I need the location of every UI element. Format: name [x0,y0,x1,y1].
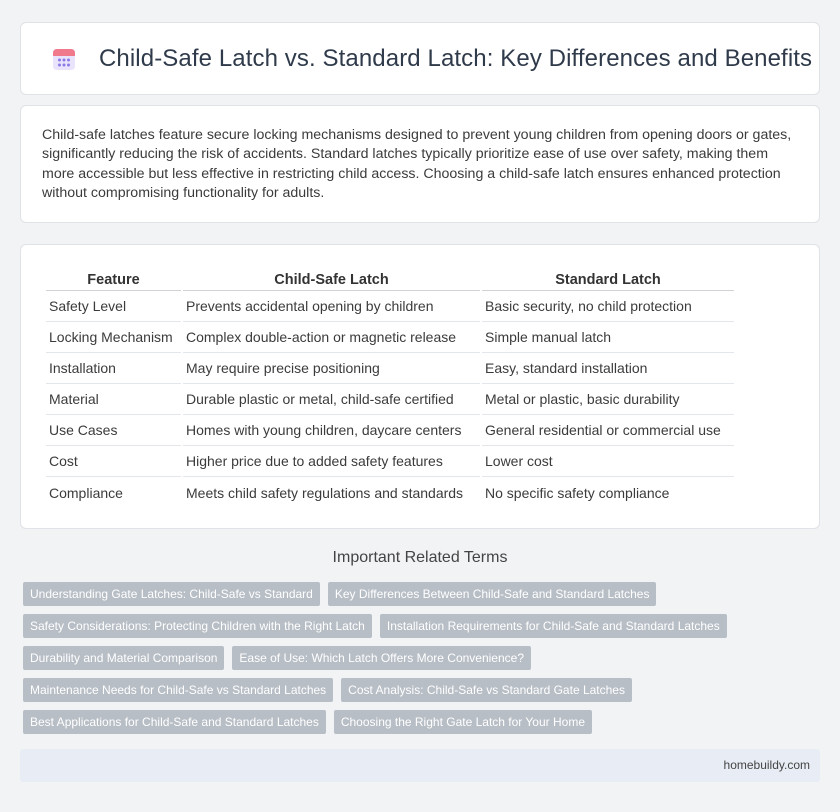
header-card [20,22,820,95]
table-cell: Installation [46,353,181,384]
related-term-link[interactable]: Understanding Gate Latches: Child-Safe vs Standard [23,582,320,606]
related-term-link[interactable]: Cost Analysis: Child-Safe vs Standard Gate Latches [341,678,632,702]
intro-card [20,105,820,223]
calendar-icon [51,46,77,72]
table-cell: Meets child safety regulations and standards [186,484,464,501]
column-header-standard: Standard Latch [482,267,734,291]
footer-site-link[interactable]: homebuildy.com [723,758,810,772]
table-cell: Metal or plastic, basic durability [482,384,734,415]
table-row [46,353,734,384]
table-cell: Higher price due to added safety features [183,446,480,477]
table-cell: Simple manual latch [482,322,734,353]
table-cell: Homes with young children, daycare centers [183,415,480,446]
related-terms-list [23,582,783,734]
table-cell: Locking Mechanism [46,322,181,353]
table-cell: May require precise positioning [183,353,480,384]
table-cell: Lower cost [482,446,734,477]
related-term-link[interactable]: Ease of Use: Which Latch Offers More Convenience? [232,646,531,670]
table-row [46,446,734,477]
table-cell: Easy, standard installation [482,353,734,384]
related-term-link[interactable]: Choosing the Right Gate Latch for Your Home [334,710,592,734]
table-cell: Compliance [49,484,123,501]
table-row [46,415,734,446]
intro-text: Child-safe latches feature secure locking mechanisms designed to prevent young children from opening doors or gates, significantly reducing the risk of accidents. Standard latches typically prioritize ease of use over safety, making them more accessible but less effective in restricting child access. Choosing a child-safe latch ensures enhanced protection without compromising functionality for adults. [42,127,792,201]
table-header-row [46,267,734,291]
related-term-link[interactable]: Installation Requirements for Child-Safe and Standard Latches [380,614,727,638]
table-cell: Cost [46,446,181,477]
related-term-link[interactable]: Best Applications for Child-Safe and Standard Latches [23,710,326,734]
related-term-link[interactable]: Durability and Material Comparison [23,646,224,670]
comparison-table [44,267,736,508]
page-title: Child-Safe Latch vs. Standard Latch: Key Differences and Benefits [99,44,813,72]
related-terms-title: Important Related Terms [332,549,508,566]
table-row [46,477,734,508]
table-row [46,322,734,353]
related-term-link[interactable]: Key Differences Between Child-Safe and Standard Latches [328,582,657,606]
related-term-link[interactable]: Maintenance Needs for Child-Safe vs Standard Latches [23,678,333,702]
table-cell: No specific safety compliance [485,484,670,501]
table-cell: Use Cases [46,415,181,446]
table-cell: Durable plastic or metal, child-safe certified [183,384,480,415]
table-row [46,384,734,415]
table-cell: Material [46,384,181,415]
table-cell: General residential or commercial use [482,415,734,446]
column-header-child-safe: Child-Safe Latch [183,267,480,291]
related-term-link[interactable]: Safety Considerations: Protecting Children with the Right Latch [23,614,372,638]
table-cell: Prevents accidental opening by children [183,291,480,322]
column-header-feature: Feature [46,267,181,291]
table-cell: Basic security, no child protection [482,291,734,322]
table-cell: Complex double-action or magnetic release [183,322,480,353]
comparison-table-card [20,244,820,529]
table-row [46,291,734,322]
footer [20,749,820,782]
table-cell: Safety Level [46,291,181,322]
